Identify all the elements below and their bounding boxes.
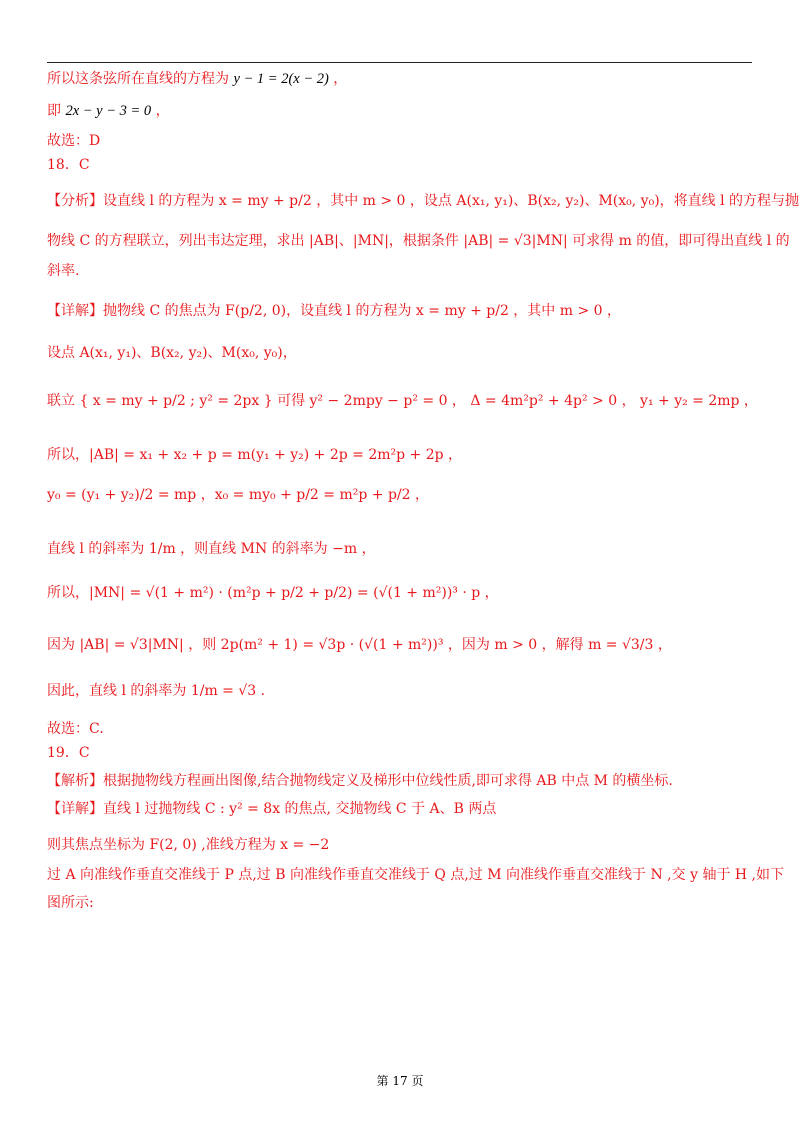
equation-system-line: 联立 { x = my + p/2 ; y² = 2px } 可得 y² − 2mpy − p² = 0 ， Δ = 4m²p² + 4p² > 0 ， y₁ + y₂ = 2mp ， xyxy=(47,393,758,409)
analysis-line: 斜率. xyxy=(47,263,80,279)
header-rule xyxy=(47,62,752,63)
question-number: 18．C xyxy=(47,157,90,173)
question-number: 19．C xyxy=(47,745,90,761)
analysis-line: 物线 C 的方程联立，列出韦达定理，求出 |AB|、|MN|，根据条件 |AB| = √3|MN| 可求得 m 的值，即可得出直线 l 的 xyxy=(47,233,790,249)
detail-line: 因为 |AB| = √3|MN| ，则 2p(m² + 1) = √3p · (√(1 + m²))³ ，因为 m > 0 ，解得 m = √3/3 ， xyxy=(47,637,672,653)
detail-line: 所以，|MN| = √(1 + m²) · (m²p + p/2 + p/2) = (√(1 + m²))³ · p ， xyxy=(47,585,499,601)
answer-line: 故选：C. xyxy=(47,721,104,737)
detail-line: 则其焦点坐标为 F(2, 0) ,准线方程为 x = −2 xyxy=(47,837,330,853)
answer-line: 故选：D xyxy=(47,133,101,149)
analysis-line: 【解析】根据抛物线方程画出图像,结合抛物线定义及梯形中位线性质,即可求得 AB 中点 M 的横坐标. xyxy=(47,773,673,789)
detail-line: 直线 l 的斜率为 1/m ，则直线 MN 的斜率为 −m ， xyxy=(47,541,376,557)
detail-line: y₀ = (y₁ + y₂)/2 = mp ，x₀ = my₀ + p/2 = m²p + p/2 ， xyxy=(47,487,429,503)
detail-line: 图所示: xyxy=(47,895,94,911)
text-line: 所以这条弦所在直线的方程为 y − 1 = 2(x − 2) ， xyxy=(47,71,348,87)
analysis-line: 【分析】设直线 l 的方程为 x = my + p/2 ，其中 m > 0 ，设点 A(x₁, y₁)、B(x₂, y₂)、M(x₀, y₀)，将直线 l 的方程与抛 xyxy=(47,193,800,209)
detail-line: 过 A 向准线作垂直交准线于 P 点,过 B 向准线作垂直交准线于 Q 点,过 M 向准线作垂直交准线于 N ,交 y 轴于 H ,如下 xyxy=(47,867,785,883)
detail-line: 【详解】抛物线 C 的焦点为 F(p/2, 0)，设直线 l 的方程为 x = my + p/2 ，其中 m > 0 ， xyxy=(47,303,622,319)
text-line: 即 2x − y − 3 = 0 ， xyxy=(47,103,170,119)
detail-line: 设点 A(x₁, y₁)、B(x₂, y₂)、M(x₀, y₀)， xyxy=(47,345,297,361)
detail-line: 【详解】直线 l 过抛物线 C : y² = 8x 的焦点, 交抛物线 C 于 A、B 两点 xyxy=(47,801,497,817)
page-number: 第 17 页 xyxy=(376,1074,424,1088)
detail-line: 所以，|AB| = x₁ + x₂ + p = m(y₁ + y₂) + 2p = 2m²p + 2p ， xyxy=(47,447,463,463)
detail-line: 因此，直线 l 的斜率为 1/m = √3 . xyxy=(47,683,266,699)
